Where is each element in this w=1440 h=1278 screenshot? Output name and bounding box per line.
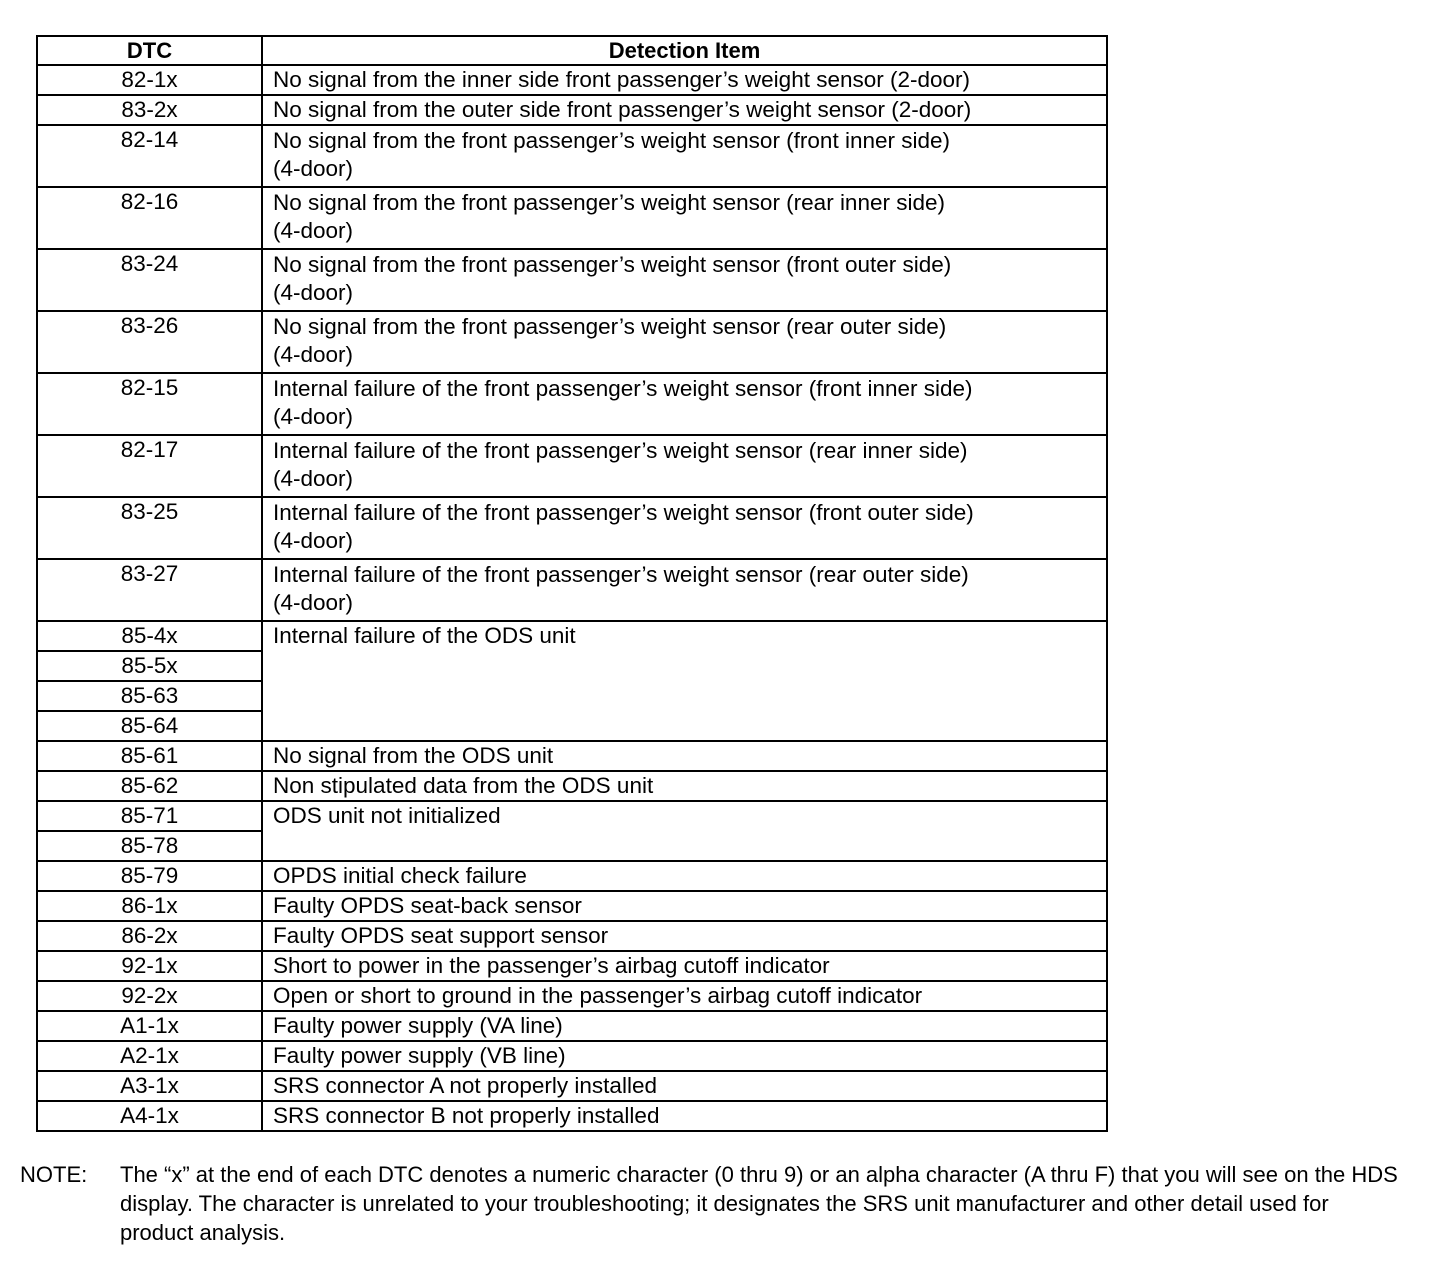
- detection-item-cell: [262, 435, 1107, 497]
- detection-item-cell: [262, 187, 1107, 249]
- detection-item-line: No signal from the front passenger’s weight sensor (rear inner side): [273, 190, 945, 215]
- detection-item-line: (4-door): [273, 528, 354, 553]
- table-row: [37, 125, 1107, 187]
- detection-item-line: No signal from the front passenger’s weight sensor (rear outer side): [273, 314, 947, 339]
- detection-item-cell: [262, 65, 1107, 95]
- dtc-code-cell: 82-17: [37, 435, 262, 497]
- note-label: NOTE:: [20, 1162, 88, 1187]
- table-row: [37, 981, 1107, 1011]
- detection-item-line: (4-door): [273, 218, 354, 243]
- detection-item-cell: [262, 125, 1107, 187]
- dtc-code-cell: 85-62: [37, 771, 262, 801]
- table-body: [37, 65, 1107, 1131]
- detection-item-cell: [262, 801, 1107, 861]
- dtc-code-cell: 83-24: [37, 249, 262, 311]
- dtc-code-cell: 85-4x: [37, 621, 262, 651]
- detection-item-cell: [262, 981, 1107, 1011]
- table-row: [37, 435, 1107, 497]
- dtc-code-cell: 85-78: [37, 831, 262, 861]
- dtc-code-cell: 85-63: [37, 681, 262, 711]
- detection-item-cell: [262, 497, 1107, 559]
- detection-item-line: ODS unit not initialized: [273, 803, 501, 828]
- table-row: [37, 1011, 1107, 1041]
- detection-item-line: Open or short to ground in the passenger’s airbag cutoff indicator: [273, 983, 923, 1008]
- detection-item-cell: [262, 891, 1107, 921]
- dtc-code-cell: 92-1x: [37, 951, 262, 981]
- detection-item-line: No signal from the ODS unit: [273, 743, 554, 768]
- dtc-code-cell: 85-79: [37, 861, 262, 891]
- dtc-code-cell: A1-1x: [37, 1011, 262, 1041]
- dtc-code-cell: 83-25: [37, 497, 262, 559]
- detection-item-line: Internal failure of the ODS unit: [273, 623, 576, 648]
- table-row: [37, 741, 1107, 771]
- detection-item-line: Internal failure of the front passenger’s weight sensor (front inner side): [273, 376, 973, 401]
- detection-item-line: Internal failure of the front passenger’s weight sensor (front outer side): [273, 500, 974, 525]
- table-row: [37, 1101, 1107, 1131]
- detection-item-line: Faulty OPDS seat-back sensor: [273, 893, 582, 918]
- table-row: [37, 1071, 1107, 1101]
- detection-item-cell: [262, 951, 1107, 981]
- dtc-code-cell: 82-16: [37, 187, 262, 249]
- detection-item-cell: [262, 373, 1107, 435]
- detection-item-cell: [262, 1101, 1107, 1131]
- table-row: [37, 95, 1107, 125]
- table-row: [37, 65, 1107, 95]
- dtc-table: [36, 35, 1108, 1132]
- detection-item-line: OPDS initial check failure: [273, 863, 527, 888]
- detection-item-line: No signal from the outer side front passenger’s weight sensor (2-door): [273, 97, 972, 122]
- detection-item-cell: [262, 559, 1107, 621]
- dtc-code-cell: 82-15: [37, 373, 262, 435]
- detection-item-line: No signal from the front passenger’s weight sensor (front outer side): [273, 252, 952, 277]
- table-row: [37, 559, 1107, 621]
- header-detection-item: Detection Item: [262, 36, 1107, 65]
- table-row: [37, 621, 1107, 651]
- detection-item-line: Faulty power supply (VA line): [273, 1013, 563, 1038]
- detection-item-line: No signal from the front passenger’s weight sensor (front inner side): [273, 128, 950, 153]
- table-row: [37, 187, 1107, 249]
- dtc-code-cell: 92-2x: [37, 981, 262, 1011]
- detection-item-cell: [262, 311, 1107, 373]
- table-header: [37, 36, 1107, 65]
- detection-item-cell: [262, 921, 1107, 951]
- detection-item-cell: [262, 1071, 1107, 1101]
- header-dtc: DTC: [37, 36, 262, 65]
- dtc-code-cell: A2-1x: [37, 1041, 262, 1071]
- detection-item-line: (4-door): [273, 280, 354, 305]
- table-row: [37, 771, 1107, 801]
- dtc-code-cell: A3-1x: [37, 1071, 262, 1101]
- dtc-code-cell: A4-1x: [37, 1101, 262, 1131]
- table-row: [37, 861, 1107, 891]
- dtc-code-cell: 86-1x: [37, 891, 262, 921]
- detection-item-line: Internal failure of the front passenger’s weight sensor (rear inner side): [273, 438, 968, 463]
- detection-item-line: SRS connector A not properly installed: [273, 1073, 657, 1098]
- detection-item-line: Faulty power supply (VB line): [273, 1043, 566, 1068]
- note-text: The “x” at the end of each DTC denotes a numeric character (0 thru 9) or an alpha character (A thru F) that you will see on the HDS display. The character is unrelated to your troubleshooting; it designates the SRS unit manufacturer and other detail used for product analysis.: [120, 1162, 1398, 1245]
- table-row: [37, 801, 1107, 831]
- detection-item-cell: [262, 621, 1107, 741]
- table-row: [37, 891, 1107, 921]
- detection-item-line: (4-door): [273, 466, 354, 491]
- detection-item-line: (4-door): [273, 590, 354, 615]
- dtc-code-cell: 86-2x: [37, 921, 262, 951]
- dtc-code-cell: 85-5x: [37, 651, 262, 681]
- detection-item-line: (4-door): [273, 156, 354, 181]
- detection-item-line: Non stipulated data from the ODS unit: [273, 773, 654, 798]
- detection-item-line: No signal from the inner side front passenger’s weight sensor (2-door): [273, 67, 971, 92]
- detection-item-cell: [262, 1011, 1107, 1041]
- detection-item-line: Faulty OPDS seat support sensor: [273, 923, 609, 948]
- detection-item-cell: [262, 249, 1107, 311]
- table-row: [37, 249, 1107, 311]
- dtc-code-cell: 82-14: [37, 125, 262, 187]
- table-row: [37, 951, 1107, 981]
- header-row: [37, 36, 1107, 65]
- detection-item-cell: [262, 771, 1107, 801]
- dtc-code-cell: 83-2x: [37, 95, 262, 125]
- detection-item-line: (4-door): [273, 342, 354, 367]
- table-row: [37, 921, 1107, 951]
- table-row: [37, 1041, 1107, 1071]
- detection-item-line: Short to power in the passenger’s airbag cutoff indicator: [273, 953, 830, 978]
- detection-item-cell: [262, 95, 1107, 125]
- detection-item-cell: [262, 1041, 1107, 1071]
- detection-item-line: SRS connector B not properly installed: [273, 1103, 660, 1128]
- dtc-code-cell: 85-61: [37, 741, 262, 771]
- detection-item-line: Internal failure of the front passenger’s weight sensor (rear outer side): [273, 562, 969, 587]
- dtc-code-cell: 82-1x: [37, 65, 262, 95]
- dtc-code-cell: 83-27: [37, 559, 262, 621]
- dtc-code-cell: 85-71: [37, 801, 262, 831]
- detection-item-cell: [262, 861, 1107, 891]
- table-row: [37, 311, 1107, 373]
- table-row: [37, 373, 1107, 435]
- dtc-code-cell: 85-64: [37, 711, 262, 741]
- detection-item-line: (4-door): [273, 404, 354, 429]
- dtc-code-cell: 83-26: [37, 311, 262, 373]
- table-row: [37, 497, 1107, 559]
- detection-item-cell: [262, 741, 1107, 771]
